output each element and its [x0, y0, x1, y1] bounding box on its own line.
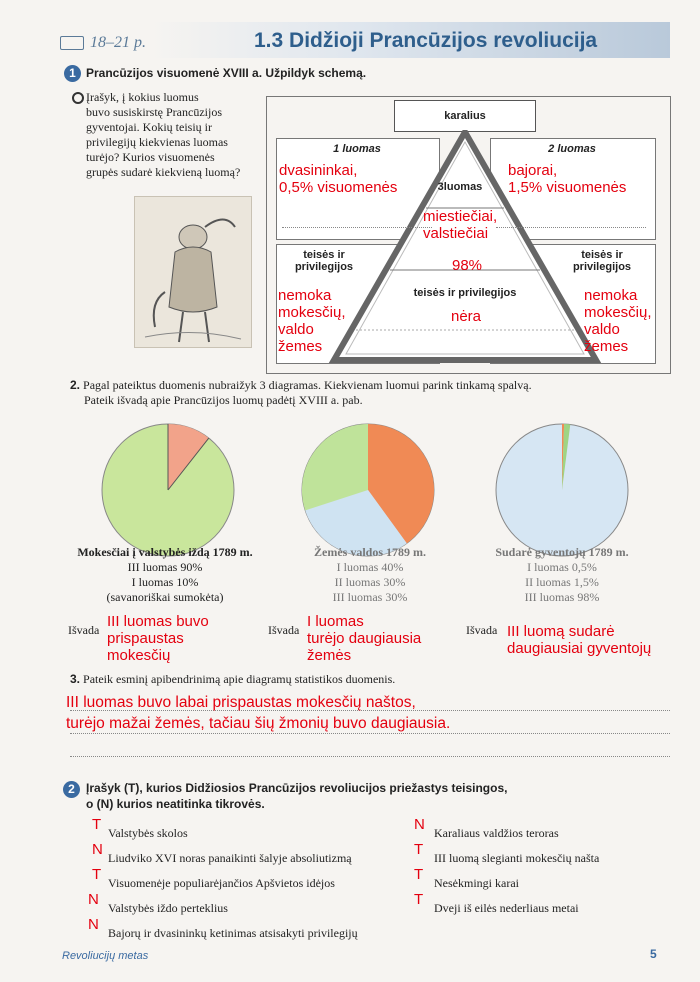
question-3-text: 3. Pateik esminį apibendrinimą apie diagramų statistikos duomenis.	[70, 672, 396, 686]
answer-estate-3-percent: 98%	[452, 257, 483, 274]
estate-2-label: 2 luomas	[548, 143, 596, 155]
estate-1-label: 1 luomas	[333, 143, 381, 155]
list-item: N Bajorų ir dvasininkų ketinimas atsisakyti privilegijų	[88, 916, 358, 940]
conclusion-answer-3: III luomą sudarė daugiausiai gyventojų	[507, 623, 652, 657]
answer-line	[282, 227, 432, 228]
pie-chart-taxes	[98, 420, 238, 560]
chart-caption-taxes: Mokesčiai į valstybės iždą 1789 m. III luomas 90% I luomas 10% (savanoriškai sumokėta)	[77, 545, 253, 604]
tf-list-right	[414, 816, 664, 920]
answer-rights-middle: nėra	[451, 308, 482, 325]
caricature-illustration	[134, 196, 252, 348]
question-2-text: 2. Pagal pateiktus duomenis nubraižyk 3 diagramas. Kiekvienam luomui parink tinkamą spalvą. Pateik išvadą apie Prancūzijos luomų padėtį XVIII a. pab.	[70, 378, 532, 407]
list-item: T Dveji iš eilės nederliaus metai	[414, 891, 579, 915]
list-item: N Valstybės iždo perteklius	[88, 891, 228, 915]
conclusion-answer-2: I luomas turėjo daugiausia žemės	[307, 613, 422, 664]
chart-caption-population: Sudarė gyventojų 1789 m. I luomas 0,5% II luomas 1,5% III luomas 98%	[495, 545, 629, 604]
answer-estate-2: bajorai, 1,5% visuomenės	[508, 162, 627, 196]
rights-left-label: teisės ir privilegijos	[294, 249, 354, 273]
magnifier-icon	[72, 92, 84, 104]
rights-middle-label: teisės ir privilegijos	[413, 287, 517, 299]
question-3-answer: III luomas buvo labai prispaustas mokesčių naštos, turėjo mažai žemės, tačiau šių žmonių buvo daugiausia.	[66, 694, 451, 732]
pie-chart-land	[298, 420, 438, 560]
conclusion-label-1: Išvada	[68, 623, 100, 637]
tf-list-left	[88, 816, 408, 945]
page-number: 5	[650, 947, 657, 961]
list-item: T Valstybės skolos	[92, 816, 188, 840]
answer-rights-right: nemoka mokesčių, valdo žemes	[584, 287, 652, 355]
book-icon	[60, 36, 84, 50]
task-2-heading: Įrašyk (T), kurios Didžiosios Prancūzijos revoliucijos priežastys teisingos, o (N) kurios neatitinka tikrovės.	[86, 781, 508, 811]
answer-line	[70, 756, 670, 757]
rights-right-label: teisės ir privilegijos	[572, 249, 632, 273]
answer-estate-1: dvasininkai, 0,5% visuomenės	[279, 162, 398, 196]
answer-estate-3: miestiečiai, valstiečiai	[423, 208, 498, 242]
king-box: karalius	[394, 100, 536, 132]
page-title: 1.3 Didžioji Prancūzijos revoliucija	[254, 29, 598, 52]
pie-chart-population	[492, 420, 632, 560]
list-item: N Liudviko XVI noras panaikinti šalyje absoliutizmą	[92, 841, 352, 865]
question-number-1: 1	[64, 65, 81, 82]
conclusion-answer-1: III luomas buvo prispaustas mokesčių	[107, 613, 209, 664]
conclusion-label-2: Išvada	[268, 623, 300, 637]
list-item: T Visuomenėje populiarėjančios Apšvietos idėjos	[92, 866, 335, 890]
question-1-heading: Prancūzijos visuomenė XVIII a. Užpildyk schemą.	[86, 66, 367, 80]
answer-line	[496, 227, 646, 228]
answer-rights-left: nemoka mokesčių, valdo žemes	[278, 287, 346, 355]
list-item: T III luomą slegianti mokesčių našta	[414, 841, 600, 865]
chart-caption-land: Žemės valdos 1789 m. I luomas 40% II luomas 30% III luomas 30%	[314, 545, 426, 604]
list-item: N Karaliaus valdžios teroras	[414, 816, 559, 840]
footer-book-title: Revoliucijų metas	[62, 950, 149, 962]
page-reference: 18–21 p.	[90, 34, 146, 51]
task-number-2: 2	[63, 781, 80, 798]
estate-3-label: 3luomas	[437, 181, 483, 193]
conclusion-label-3: Išvada	[466, 623, 498, 637]
question-1-instruction: Įrašyk, į kokius luomus buvo susiskirstę Prancūzijos gyventojai. Kokių teisių ir privilegijų kiekvienas luomas turėjo? Kurios visuomenės grupės sudarė kiekvieną luomą?	[86, 90, 241, 179]
list-item: T Nesėkmingi karai	[414, 866, 519, 890]
